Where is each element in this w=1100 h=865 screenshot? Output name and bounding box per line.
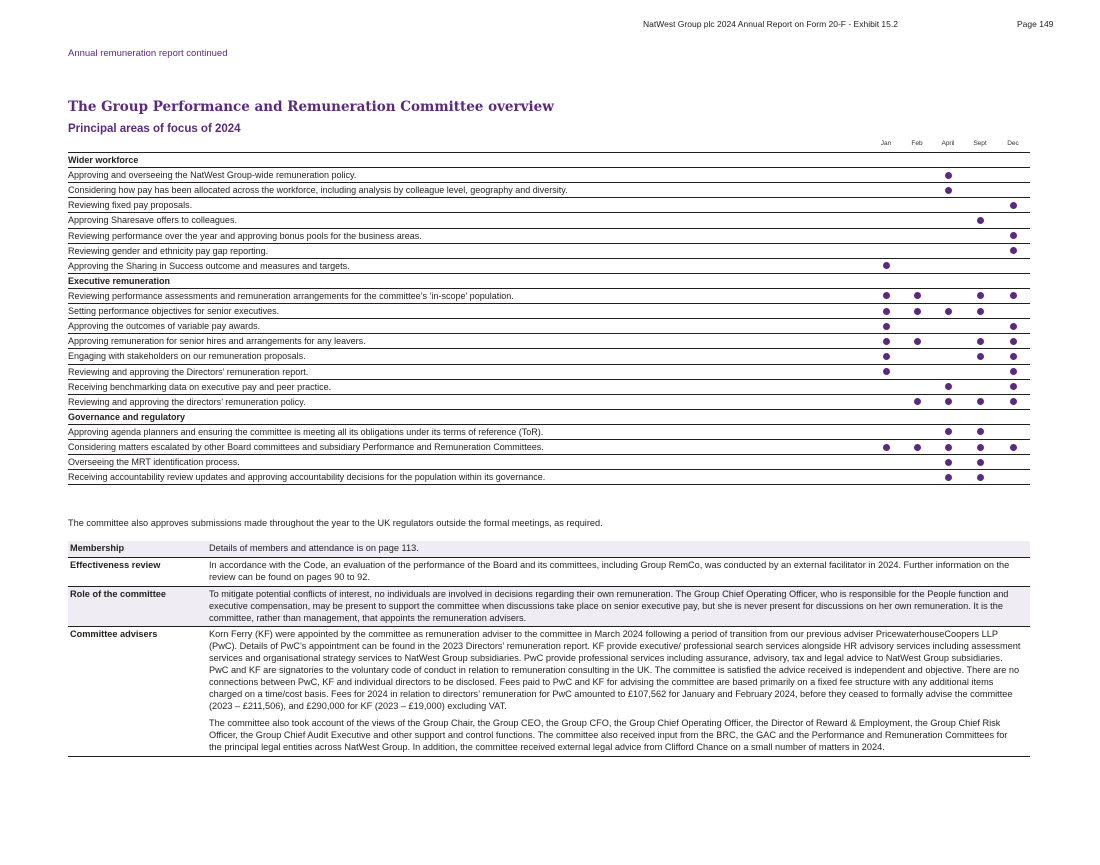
focus-item-label: Engaging with stakeholders on our remuneration proposals. — [68, 351, 306, 362]
meeting-dot-dec — [1010, 247, 1017, 254]
meeting-dot-april — [945, 187, 952, 194]
page-number: Page 149 — [1017, 19, 1054, 29]
focus-item-label: Receiving benchmarking data on executive pay and peer practice. — [68, 381, 332, 392]
focus-row — [68, 365, 1030, 380]
meeting-dot-dec — [1010, 368, 1017, 375]
category-row — [68, 153, 1030, 168]
focus-row — [68, 349, 1030, 364]
focus-row — [68, 183, 1030, 198]
meeting-dot-dec — [1010, 444, 1017, 451]
focus-row — [68, 455, 1030, 470]
focus-item-label: Considering how pay has been allocated across the workforce, including analysis by colleague level, geography and diversity. — [68, 185, 568, 196]
focus-item-label: Overseeing the MRT identification process. — [68, 457, 240, 468]
focus-row — [68, 289, 1030, 304]
focus-item-label: Reviewing and approving the directors’ remuneration policy. — [68, 396, 306, 407]
meeting-dot-april — [945, 308, 952, 315]
meeting-dot-sept — [977, 292, 984, 299]
meeting-dot-april — [945, 398, 952, 405]
meeting-dot-april — [945, 383, 952, 390]
meeting-dot-feb — [914, 398, 921, 405]
meeting-dot-sept — [977, 474, 984, 481]
meeting-dot-dec — [1010, 232, 1017, 239]
meeting-dot-april — [945, 459, 952, 466]
meeting-dot-sept — [977, 428, 984, 435]
meeting-dot-sept — [977, 459, 984, 466]
focus-item-label: Approving and overseeing the NatWest Group-wide remuneration policy. — [68, 170, 357, 181]
month-label: Jan — [880, 140, 892, 147]
info-paragraph: Details of members and attendance is on page 113. — [209, 543, 419, 553]
category-row — [68, 274, 1030, 289]
category-row — [68, 410, 1030, 425]
month-label: Feb — [911, 140, 923, 147]
month-label: April — [941, 140, 955, 147]
meeting-dot-dec — [1010, 398, 1017, 405]
info-value — [209, 557, 1030, 586]
meeting-dot-jan — [883, 353, 890, 360]
focus-row — [68, 304, 1030, 319]
meeting-dot-dec — [1010, 383, 1017, 390]
info-row — [68, 541, 1030, 557]
focus-item-label: Approving Sharesave offers to colleagues. — [68, 215, 237, 226]
focus-row — [68, 334, 1030, 349]
focus-item-label: Approving remuneration for senior hires and arrangements for any leavers. — [68, 336, 366, 347]
meeting-dot-sept — [977, 398, 984, 405]
month-label: Dec — [1007, 140, 1019, 147]
meeting-dot-april — [945, 474, 952, 481]
info-value — [209, 586, 1030, 627]
focus-row — [68, 319, 1030, 334]
meeting-dot-sept — [977, 338, 984, 345]
meeting-dot-sept — [977, 353, 984, 360]
focus-item-label: Reviewing fixed pay proposals. — [68, 200, 193, 211]
info-key: Role of the committee — [70, 588, 166, 599]
category-label: Executive remuneration — [68, 275, 171, 286]
info-paragraph: In accordance with the Code, an evaluation of the performance of the Board and its committees, including Group RemCo, was conducted by an external facilitator in 2024. Further information on the review can be found on pages 90 to 92. — [209, 559, 1010, 582]
focus-row — [68, 213, 1030, 228]
focus-row — [68, 168, 1030, 183]
info-value — [209, 627, 1030, 756]
regulator-note: The committee also approves submissions made throughout the year to the UK regulators outside the formal meetings, as required. — [68, 518, 603, 528]
focus-item-label: Approving the Sharing in Success outcome and measures and targets. — [68, 260, 350, 271]
focus-item-label: Approving the outcomes of variable pay awards. — [68, 321, 261, 332]
focus-item-label: Reviewing performance assessments and remuneration arrangements for the committee’s ‘in-scope’ population. — [68, 290, 514, 301]
focus-row — [68, 259, 1030, 274]
meeting-dot-jan — [883, 262, 890, 269]
meeting-dot-feb — [914, 292, 921, 299]
meeting-dot-jan — [883, 338, 890, 345]
focus-row — [68, 440, 1030, 455]
info-row — [68, 627, 1030, 756]
page-subtitle: Principal areas of focus of 2024 — [68, 123, 241, 135]
meeting-dot-dec — [1010, 202, 1017, 209]
meeting-dot-sept — [977, 217, 984, 224]
focus-item-label: Approving agenda planners and ensuring the committee is meeting all its obligations under its terms of reference (ToR). — [68, 426, 544, 437]
page-title: The Group Performance and Remuneration Committee overview — [68, 99, 554, 115]
focus-item-label: Reviewing and approving the Directors’ remuneration report. — [68, 366, 309, 377]
info-paragraph: To mitigate potential conflicts of interest, no individuals are involved in decisions regarding their own remuneration. The Group Chief Operating Officer, who is responsible for the People function and executive compensation, may be present to support the committee when discussions take place on senior executive pay, but she is never present for discussions on her own remuneration. It is the committee, rather than management, that appoints the remuneration advisers. — [209, 588, 1009, 623]
meeting-dot-feb — [914, 444, 921, 451]
meeting-dot-dec — [1010, 353, 1017, 360]
info-paragraph: Korn Ferry (KF) were appointed by the committee as remuneration adviser to the committee in March 2024 following a period of transition from our previous adviser PricewaterhouseCoopers LLP (PwC). Details of PwC’s appointment can be found in the 2023 Directors’ remuneration report. KF provide executive/ professional search services alongside HR advisory services including assessment services and organisational strategy services to NatWest Group subsidiaries. PwC provide professional services including assurance, advisory, tax and legal advice to NatWest Group subsidiaries. PwC and KF are signatories to the voluntary code of conduct in relation to remuneration consulting in the UK. The committee is satisfied the advice received is independent and objective. There are no connections between PwC, KF and individual directors to be disclosed. Fees paid to PwC and KF for advising the committee are based primarily on a fixed fee structure with any additional items charged on a time/cost basis. Fees for 2024 in relation to directors’ remuneration for PwC amounted to £107,562 for January and February 2024, before they ceased to formally advise the committee (2023 – £211,506), and £290,000 for KF (2023 – £19,000) excluding VAT. — [209, 629, 1021, 711]
meeting-dot-sept — [977, 444, 984, 451]
meeting-dot-april — [945, 444, 952, 451]
section-label: Annual remuneration report continued — [68, 48, 228, 59]
meeting-dot-feb — [914, 308, 921, 315]
focus-row — [68, 229, 1030, 244]
month-label: Sept — [973, 140, 987, 147]
category-label: Wider workforce — [68, 155, 139, 165]
focus-row — [68, 198, 1030, 213]
month-header — [870, 140, 1030, 150]
focus-row — [68, 470, 1030, 485]
meeting-dot-dec — [1010, 292, 1017, 299]
category-label: Governance and regulatory — [68, 411, 186, 422]
info-key: Effectiveness review — [70, 559, 161, 570]
focus-row — [68, 395, 1030, 410]
info-key: Committee advisers — [70, 629, 158, 640]
focus-item-label: Receiving accountability review updates and approving accountability decisions for the population within its governance. — [68, 472, 546, 483]
meeting-dot-sept — [977, 308, 984, 315]
focus-row — [68, 425, 1030, 440]
meeting-dot-jan — [883, 323, 890, 330]
focus-item-label: Reviewing gender and ethnicity pay gap reporting. — [68, 245, 269, 256]
focus-item-label: Considering matters escalated by other Board committees and subsidiary Performance and Remuneration Committees. — [68, 442, 544, 453]
committee-info-table — [68, 541, 1030, 757]
info-value — [209, 541, 1030, 557]
info-row — [68, 557, 1030, 586]
meeting-dot-april — [945, 172, 952, 179]
info-row — [68, 586, 1030, 627]
meeting-dot-jan — [883, 292, 890, 299]
meeting-dot-jan — [883, 444, 890, 451]
info-key: Membership — [70, 543, 125, 553]
document-header-title: NatWest Group plc 2024 Annual Report on Form 20-F - Exhibit 15.2 — [643, 19, 898, 29]
focus-row — [68, 244, 1030, 259]
meeting-dot-feb — [914, 338, 921, 345]
meeting-dot-dec — [1010, 338, 1017, 345]
focus-item-label: Reviewing performance over the year and approving bonus pools for the business areas. — [68, 230, 422, 241]
meeting-dot-jan — [883, 368, 890, 375]
meeting-dot-dec — [1010, 323, 1017, 330]
meeting-dot-jan — [883, 308, 890, 315]
meeting-dot-april — [945, 428, 952, 435]
focus-row — [68, 380, 1030, 395]
focus-item-label: Setting performance objectives for senior executives. — [68, 306, 280, 317]
info-paragraph: The committee also took account of the views of the Group Chair, the Group CEO, the Group CFO, the Group Chief Operating Officer, the Director of Reward & Employment, the Group Chief Risk Officer, the Group Chief Audit Executive and other support and control functions. The committee also received input from the BRC, the GAC and the Performance and Remuneration Committees for the principal legal entities across NatWest Group. In addition, the committee received external legal advice from Clifford Chance on a small number of matters in 2024. — [209, 717, 1008, 752]
focus-table — [68, 152, 1030, 485]
